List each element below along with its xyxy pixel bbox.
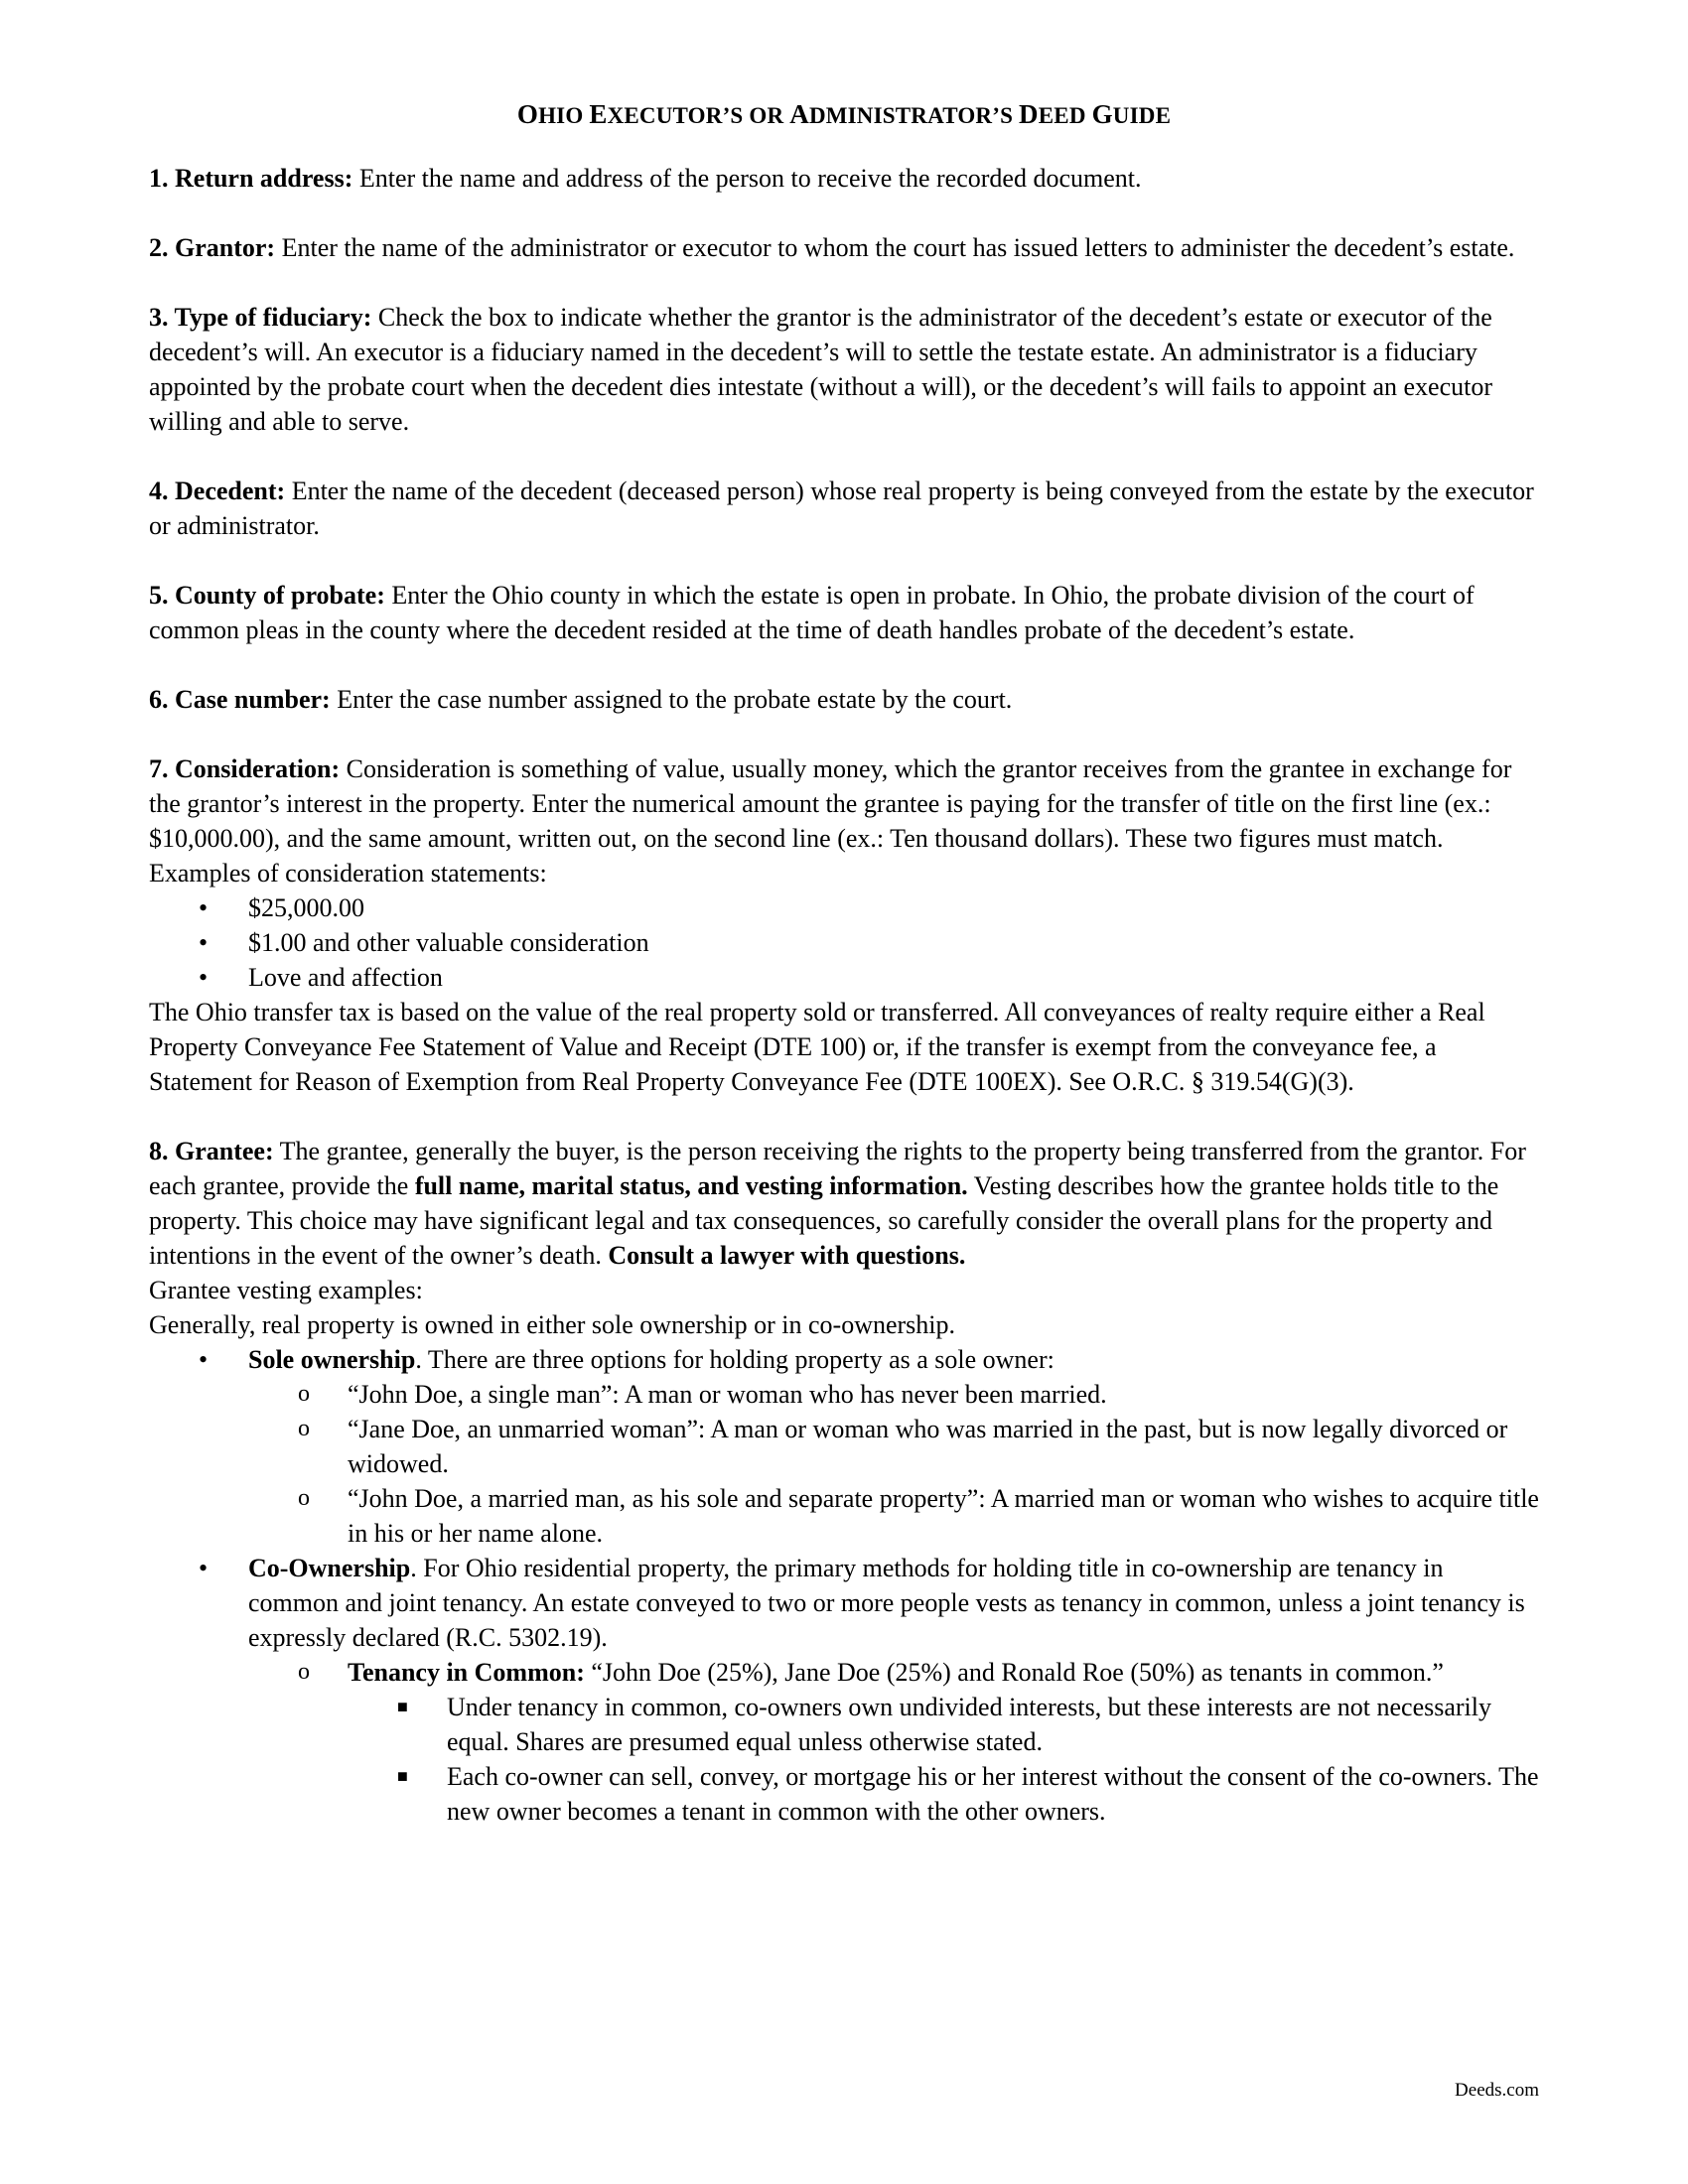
circle-bullet-icon: o [298,1416,310,1441]
section-grantee: 8. Grantee: The grantee, generally the buyer, is the person receiving the rights to the property being transferred from the grantor. For each grantee, provide the full name, marital status, and vesting information. Vesting describes how the grantee holds title to the property. This choice may have significant legal and tax consequences, so carefully consider the overall plans for the property and intentions in the event of the owner’s death. Consult a lawyer with questions. Grantee vesting examples: Generally, real property is owned in either sole ownership or in co-ownership. • Sole ownership. There are three options for holding property as a sole owner: o “John Doe, a single man”: A man or woman who has never been married. o “Jane Doe, an unmarried woman”: A man or woman who was married in the past, but is now legally divorced or widowed. o “John Doe, a married man, as his sole and separate property”: A married man or woman who wishes to acquire title in his or her name alone. • Co-Ownership. For Ohio residential property, the primary methods for holding title in co-ownership are tenancy in common and joint tenancy. An estate conveyed to two or more people vests as tenancy in common, unless a joint tenancy is expressly declared (R.C. 5302.19). o Tenancy in Common: “John Doe (25%), Jane Doe (25%) and Ronald Roe (50%) as tenants in common.” ■ Under tenancy in common, co-owners own undivided interests, but these interests are not necessarily equal. Shares are presumed equal unless otherwise stated. ■ Each co-owner can sell, convey, or mortgage his or her interest without the consent of the co-owners. The new owner becomes a tenant in common with the other owners. [149,1134,1539,1829]
section-text: Enter the name of the decedent (deceased person) whose real property is being conveyed from the estate by the executor or administrator. [149,477,1534,540]
section-text: Enter the case number assigned to the probate estate by the court. [330,685,1013,714]
section-text: Enter the name and address of the person to receive the recorded document. [352,164,1142,193]
list-item: o “John Doe, a married man, as his sole and separate property”: A married man or woman who wishes to acquire title in his or her name alone. [248,1481,1539,1551]
section-consideration [149,751,1539,1099]
section-text: Check the box to indicate whether the grantor is the administrator of the decedent’s estate or executor of the decedent’s will. An executor is a fiduciary named in the decedent’s will to settle the testate estate. An administrator is a fiduciary appointed by the probate court when the decedent dies intestate (without a will), or the decedent’s will fails to appoint an executor willing and able to serve. [149,303,1493,436]
section-label: 5. County of probate: [149,581,385,610]
consideration-examples-list [149,890,1539,995]
list-item: • Love and affection [149,960,1539,995]
section-label: 7. Consideration: [149,754,341,783]
section-label: 1. Return address: [149,164,353,193]
list-item-tenancy-in-common: o Tenancy in Common: “John Doe (25%), Jane Doe (25%) and Ronald Roe (50%) as tenants in common.” ■ Under tenancy in common, co-owners own undivided interests, but these interests are not necessarily equal. Shares are presumed equal unless otherwise stated. ■ Each co-owner can sell, convey, or mortgage his or her interest without the consent of the co-owners. The new owner becomes a tenant in common with the other owners. [248,1655,1539,1829]
document-page [149,97,1539,1863]
bullet-icon: • [199,1345,209,1374]
section-decedent [149,474,1539,543]
circle-bullet-icon: o [298,1381,310,1407]
list-item: • $25,000.00 [149,890,1539,925]
document-title: OHIO EXECUTOR’S OR ADMINISTRATOR’S DEED GUIDE [516,99,1172,129]
section-return-address [149,161,1539,196]
co-ownership-options [248,1655,1539,1829]
tenancy-in-common-details [348,1690,1539,1829]
list-item: ■ Each co-owner can sell, convey, or mortgage his or her interest without the consent of the co-owners. The new owner becomes a tenant in common with the other owners. [348,1759,1539,1829]
sole-ownership-options [248,1377,1539,1551]
square-bullet-icon: ■ [397,1766,408,1786]
footer-brand: Deeds.com [1455,2080,1539,2101]
bullet-icon: • [199,963,209,992]
section-label: 4. Decedent: [149,477,286,505]
section-text: Consideration is something of value, usually money, which the grantor receives from the grantee in exchange for the grantor’s interest in the property. Enter the numerical amount the grantee is paying for the transfer of title on the first line (ex.: $10,000.00), and the same amount, written out, on the second line (ex.: Ten thousand dollars). These two figures must match. [149,754,1512,853]
ownership-list [149,1342,1539,1829]
section-case-number [149,682,1539,717]
vesting-intro: Grantee vesting examples: [149,1276,423,1304]
section-text: Enter the Ohio county in which the estate is open in probate. In Ohio, the probate division of the court of common pleas in the county where the decedent resided at the time of death handles probate of the decedent’s estate. [149,581,1475,644]
section-label: 8. Grantee: [149,1137,274,1165]
bullet-icon: • [199,1554,209,1582]
circle-bullet-icon: o [298,1659,310,1685]
section-type-of-fiduciary [149,300,1539,439]
list-item: o “Jane Doe, an unmarried woman”: A man or woman who was married in the past, but is now legally divorced or widowed. [248,1412,1539,1481]
bullet-icon: • [199,893,209,922]
list-item: • $1.00 and other valuable consideration [149,925,1539,960]
section-grantor [149,230,1539,265]
list-item-sole-ownership: • Sole ownership. There are three options for holding property as a sole owner: o “John Doe, a single man”: A man or woman who has never been married. o “Jane Doe, an unmarried woman”: A man or woman who was married in the past, but is now legally divorced or widowed. o “John Doe, a married man, as his sole and separate property”: A married man or woman who wishes to acquire title in his or her name alone. [149,1342,1539,1551]
list-item-co-ownership: • Co-Ownership. For Ohio residential property, the primary methods for holding title in co-ownership are tenancy in common and joint tenancy. An estate conveyed to two or more people vests as tenancy in common, unless a joint tenancy is expressly declared (R.C. 5302.19). o Tenancy in Common: “John Doe (25%), Jane Doe (25%) and Ronald Roe (50%) as tenants in common.” ■ Under tenancy in common, co-owners own undivided interests, but these interests are not necessarily equal. Shares are presumed equal unless otherwise stated. ■ Each co-owner can sell, convey, or mortgage his or her interest without the consent of the co-owners. The new owner becomes a tenant in common with the other owners. [149,1551,1539,1829]
square-bullet-icon: ■ [397,1697,408,1716]
list-item: ■ Under tenancy in common, co-owners own undivided interests, but these interests are not necessarily equal. Shares are presumed equal unless otherwise stated. [348,1690,1539,1759]
ownership-general: Generally, real property is owned in either sole ownership or in co-ownership. [149,1310,956,1339]
examples-intro: Examples of consideration statements: [149,859,547,887]
section-label: 3. Type of fiduciary: [149,303,372,332]
section-label: 6. Case number: [149,685,331,714]
transfer-tax-text: The Ohio transfer tax is based on the value of the real property sold or transferred. All conveyances of realty require either a Real Property Conveyance Fee Statement of Value and Receipt (DTE 100) or, if the transfer is exempt from the conveyance fee, a Statement for Reason of Exemption from Real Property Conveyance Fee (DTE 100EX). See O.R.C. § 319.54(G)(3). [149,998,1485,1096]
circle-bullet-icon: o [298,1485,310,1511]
section-label: 2. Grantor: [149,233,276,262]
section-county-of-probate [149,578,1539,647]
list-item: o “John Doe, a single man”: A man or woman who has never been married. [248,1377,1539,1412]
section-text: Enter the name of the administrator or executor to whom the court has issued letters to administer the decedent’s estate. [275,233,1515,262]
bullet-icon: • [199,928,209,957]
